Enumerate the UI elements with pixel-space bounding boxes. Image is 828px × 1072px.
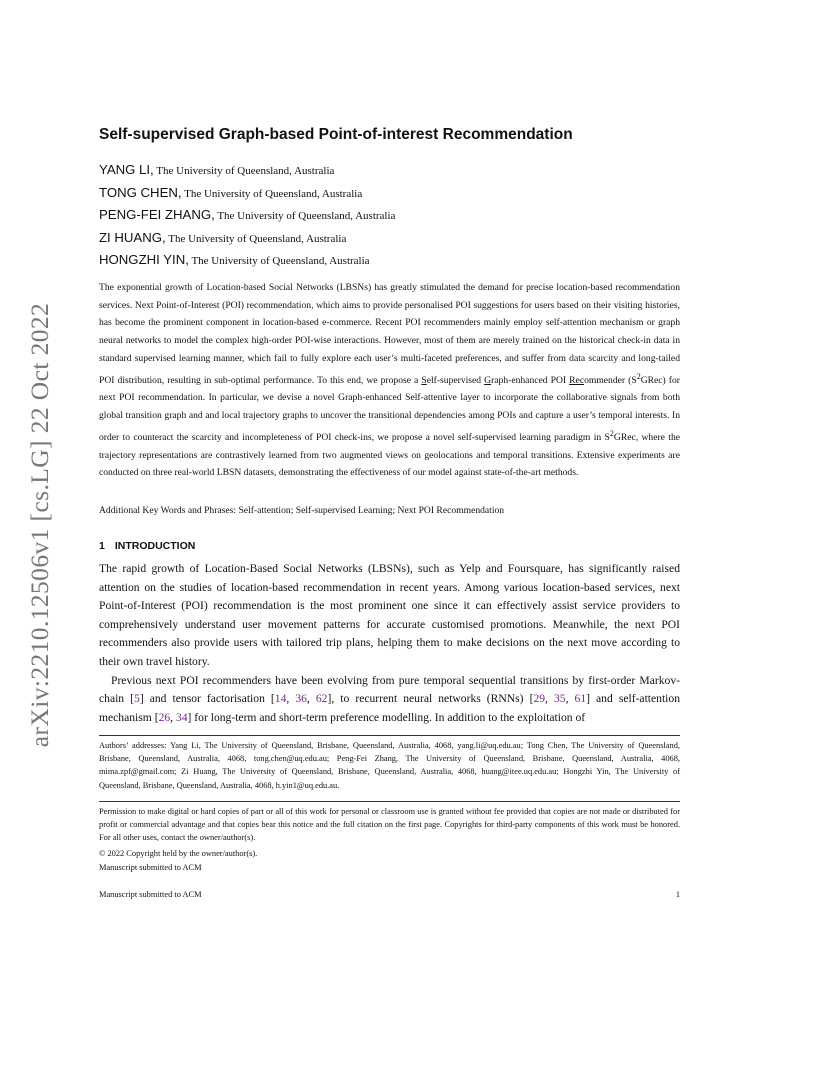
citation-link[interactable]: 61 — [574, 692, 587, 706]
citation-link[interactable]: 35 — [553, 692, 566, 706]
author-entry — [99, 250, 680, 273]
citation-link[interactable]: 62 — [315, 692, 328, 706]
section-title: INTRODUCTION — [114, 540, 196, 552]
author-affiliation: The University of Queensland, Australia — [217, 210, 396, 222]
citation-link[interactable]: 36 — [295, 692, 307, 706]
manuscript-note: Manuscript submitted to ACM — [99, 863, 202, 872]
author-affiliation: The University of Queensland, Australia — [191, 255, 370, 267]
section-number: 1 — [99, 540, 105, 552]
author-entry — [99, 228, 680, 251]
footnote-divider — [99, 735, 680, 736]
copyright-notice: © 2022 Copyright held by the owner/author(s). — [99, 849, 258, 858]
author-name: YANG LI, — [99, 162, 154, 177]
citation-link[interactable]: 26 — [158, 710, 171, 724]
author-name: ZI HUANG, — [99, 229, 166, 245]
footnote-author-addresses: Authors’ addresses: Yang Li, The University of Queensland, Brisbane, Queensland, Australia, 4068, yang.li@uq.edu.au; Tong Chen, The University of Queensland, Brisbane, Queensland, Australia, 4068, tong.chen@uq.edu.au; Peng-Fei Zhang, The University of Queensland, Brisbane, Queensland, Australia, 4068, mima.zpf@gmail.com; Zi Huang, The University of Queensland, Brisbane, Queensland, Australia, 4068, huang@itee.uq.edu.au; Hongzhi Yin, The University of Queensland, Brisbane, Queensland, Australia, 4068, h.yin1@uq.edu.au. — [99, 741, 680, 790]
page-footer — [99, 890, 680, 899]
author-name: TONG CHEN, — [99, 184, 182, 200]
section-heading — [99, 540, 680, 552]
author-entry — [99, 160, 680, 183]
keywords: Additional Key Words and Phrases: Self-attention; Self-supervised Learning; Next POI Recommendation — [99, 505, 505, 516]
intro-paragraph-1: The rapid growth of Location-Based Social Networks (LBSNs), such as Yelp and Foursquare, has significantly raised attention on the studies of location-based recommendation in recent years. Among various location-based services, next Point-of-Interest (POI) recommendation is the most prominent one since it can effectively assist service providers to comprehensively understand user movement patterns for accurate customised promotions. Meanwhile, the next POI recommenders also provide users with tailored trip plans, helping them to make decisions on the next move according to their own travel history. — [99, 562, 680, 668]
footnote-divider — [99, 801, 680, 802]
author-list — [99, 160, 680, 273]
author-name: PENG-FEI ZHANG, — [99, 207, 215, 222]
author-affiliation: The University of Queensland, Australia — [168, 232, 347, 245]
author-name: HONGZHI YIN, — [99, 252, 189, 267]
citation-link[interactable]: 5 — [134, 692, 140, 706]
introduction-body — [99, 560, 680, 727]
arxiv-identifier: arXiv:2210.12506v1 [cs.LG] 22 Oct 2022 — [25, 302, 54, 748]
abstract: The exponential growth of Location-based Social Networks (LBSNs) has greatly stimulated the demand for precise location-based recommendation services. Next Point-of-Interest (POI) recommendation, which aims to provide personalised POI suggestions for users based on their visiting histories, has become the prominent component in location-based e-commerce. Recent POI recommenders mainly employ self-attention mechanism or graph neural networks to model the complex high-order POI-wise interactions. However, most of them are merely trained on the historical check-in data in standard supervised learning manner, which fail to fully explore each user’s multi-faceted preferences, and suffer from data scarcity and long-tailed POI distribution, resulting in sub-optimal performance. To this end, we propose a Self-supervised Graph-enhanced POI Recommender $(S^2GRec)$ for next POI recommendation. In particular, we devise a novel Graph-enhanced Self-attentive layer to incorporate the collaborative signals from both global transition graph and and local trajectory graphs to uncover the transitional dependencies among POIs and capture a user’s temporal interests. In order to counteract the scarcity and incompleteness of POI check-ins, we propose a novel self-supervised learning paradigm in $S^2GRec$, where the trajectory representations are contrastively learned from two augmented views on geolocations and temporal transitions. Extensive experiments are conducted on three real-world LBSN datasets, demonstrating the effectiveness of our model against state-of-the-art methods. — [99, 282, 681, 479]
intro-paragraph-2: Previous next POI recommenders have been evolving from pure temporal sequential transitions by first-order Markov-chain [5] and tensor factorisation [14, 36, 62], to recurrent neural networks (RNNs) [29, 35, 61] and self-attention mechanism [26, 34] for long-term and short-term preference modelling. In addition to the exploitation of — [99, 673, 680, 724]
author-affiliation: The University of Queensland, Australia — [156, 165, 335, 177]
arxiv-sidebar-stamp — [20, 290, 60, 760]
footer-venue: Manuscript submitted to ACM — [99, 890, 202, 899]
footnote-permission: Permission to make digital or hard copies of part or all of this work for personal or classroom use is granted without fee provided that copies are not made or distributed for profit or commercial advantage and that copies bear this notice and the full citation on the first page. Copyrights for third-party components of this work must be honored. For all other uses, contact the owner/author(s). — [99, 807, 680, 843]
citation-link[interactable]: 29 — [533, 692, 546, 706]
author-entry — [99, 183, 680, 206]
paper-title: Self-supervised Graph-based Point-of-interest Recommendation — [99, 126, 573, 143]
page-number: 1 — [675, 890, 680, 899]
citation-link[interactable]: 34 — [175, 710, 188, 724]
author-entry — [99, 205, 680, 228]
author-affiliation: The University of Queensland, Australia — [184, 187, 363, 200]
citation-link[interactable]: 14 — [274, 692, 287, 706]
